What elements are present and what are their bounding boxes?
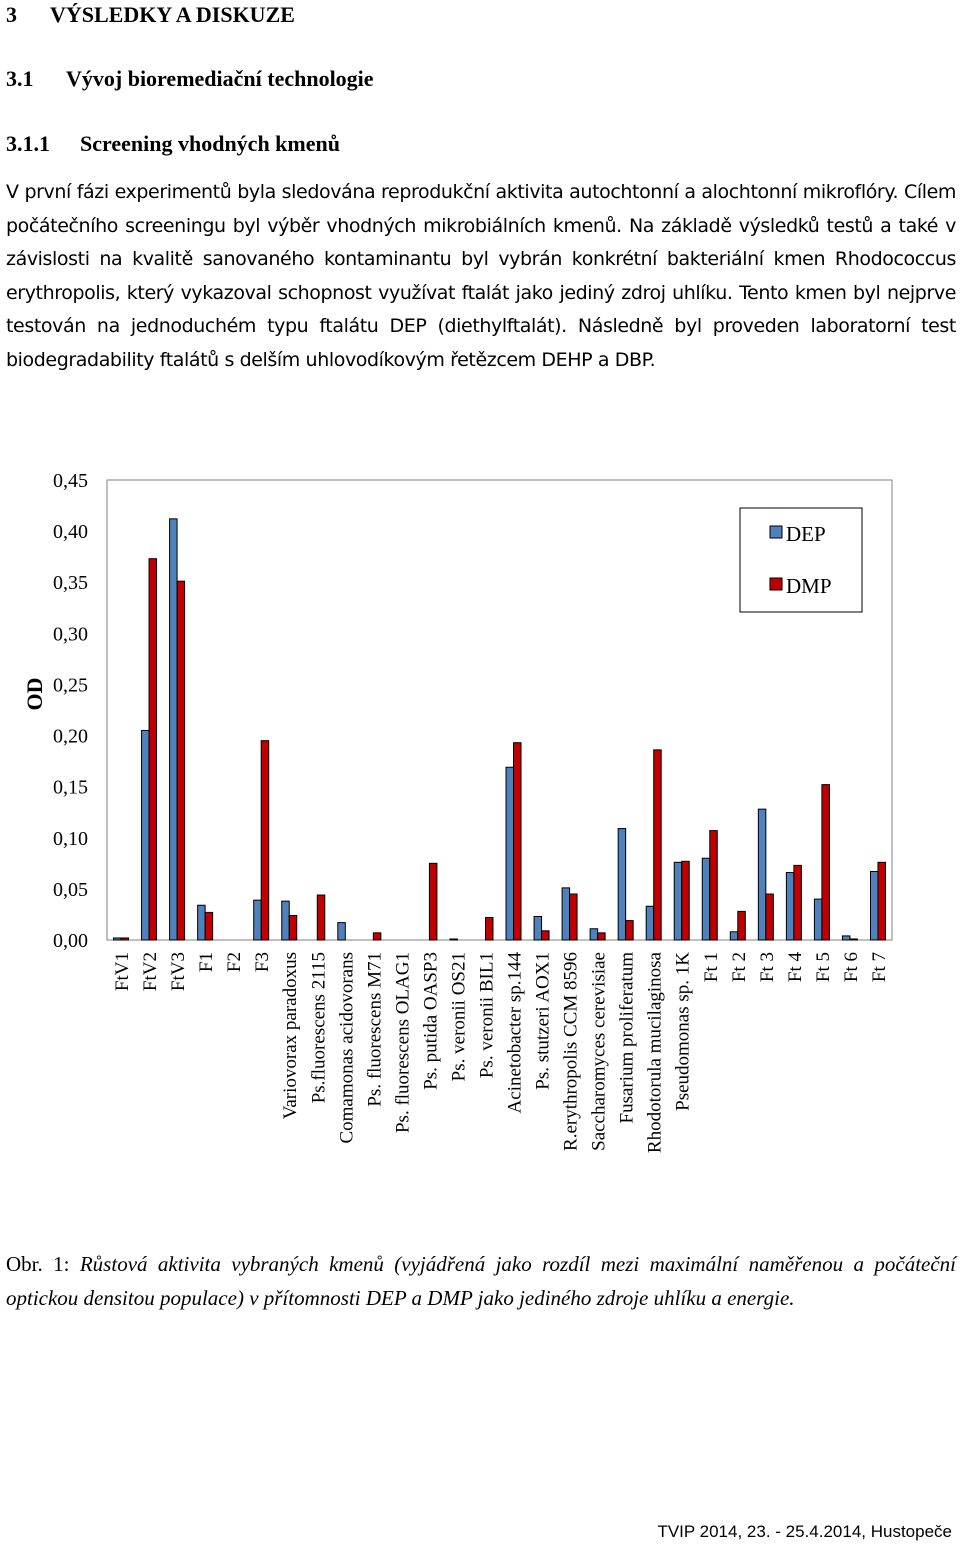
x-category-label: Ft 1 [700, 952, 722, 983]
x-category-label: FtV2 [140, 952, 162, 992]
bar-dep [758, 809, 766, 940]
bar-dmp [766, 894, 774, 940]
bar-dmp [205, 912, 213, 940]
bar-dmp [878, 862, 886, 940]
bar-dmp [794, 865, 802, 940]
legend-swatch-dmp [770, 578, 782, 590]
x-category-label: Ps.fluorescens 2115 [308, 952, 330, 1104]
section-heading [6, 2, 295, 28]
legend-label-dmp: DMP [786, 574, 832, 598]
x-category-label: Rhodotorula mucilaginosa [644, 952, 666, 1154]
caption-label: Obr. 1: [6, 1252, 70, 1276]
y-axis-label: OD [22, 677, 47, 711]
x-category-label: Pseudomonas sp. 1K [672, 952, 694, 1111]
bar-dmp [149, 559, 157, 940]
bar-dmp [429, 863, 437, 940]
bar-dmp [177, 581, 185, 940]
x-category-label: Ft 2 [728, 952, 750, 983]
x-category-label: R.erythropolis CCM 8596 [560, 952, 582, 1151]
y-tick-label: 0,20 [53, 725, 88, 748]
x-category-label: Ps. fluorescens OLAG1 [392, 952, 414, 1134]
y-tick-label: 0,45 [53, 470, 88, 492]
y-tick-label: 0,15 [53, 776, 88, 799]
bar-dep [114, 938, 122, 940]
paragraph-part-4: Následně byl proveden laboratorní test biodegradability ftalátů s delším uhlovodíkovým řetězcem DEHP a DBP. [6, 315, 956, 371]
x-category-label: Ps. veronii BIL1 [476, 952, 498, 1079]
bar-dep [198, 905, 206, 940]
subsubsection-title: Screening vhodných kmenů [80, 131, 340, 156]
bar-dmp [682, 861, 690, 940]
bar-dmp [710, 831, 718, 940]
x-category-label: Ps. stutzeri AOX1 [532, 952, 554, 1090]
x-category-label: Saccharomyces cerevisiae [588, 952, 610, 1151]
x-category-label: Ft 6 [840, 952, 862, 983]
figure-caption [6, 1248, 956, 1315]
x-category-label: Ft 5 [812, 952, 834, 983]
bar-dep [702, 858, 710, 940]
x-category-label: Acinetobacter sp.144 [504, 952, 526, 1114]
bar-chart [0, 460, 960, 1240]
x-category-label: Ft 3 [756, 952, 778, 983]
bar-dep [730, 932, 738, 940]
bar-dmp [373, 933, 381, 940]
legend [740, 508, 862, 612]
subsubsection-heading [6, 131, 340, 157]
legend-swatch-dep [770, 526, 782, 538]
bar-dmp [542, 931, 550, 940]
bar-dmp [654, 750, 662, 940]
x-category-label: Comamonas acidovorans [336, 952, 358, 1144]
bar-dep [506, 767, 513, 940]
x-category-label: Ft 4 [784, 952, 806, 983]
bar-dep [814, 899, 822, 940]
bar-dmp [317, 895, 325, 940]
bar-dep [674, 862, 682, 940]
x-category-label: FtV1 [112, 952, 134, 992]
x-category-label: Ps. putida OASP3 [420, 952, 442, 1090]
section-number: 3 [6, 2, 17, 27]
bar-dep [142, 730, 150, 940]
subsubsection-number: 3.1.1 [6, 131, 50, 156]
bar-dep [646, 906, 654, 940]
bar-dep [590, 929, 598, 940]
bar-dmp [485, 918, 493, 940]
bar-dep [450, 939, 458, 940]
subsection-number: 3.1 [6, 66, 34, 91]
y-tick-label: 0,25 [53, 674, 88, 697]
bar-dep [842, 936, 850, 940]
legend-label-dep: DEP [786, 522, 826, 546]
bar-dmp [121, 938, 128, 940]
paragraph-part-2: Na základě výsledků testů a také v závislosti na kvalitě sanovaného kontaminantu byl vybrán konkrétní bakteriální kmen Rhodococcus erythropolis, který vykazoval schopnost využívat ftalát jako jediný zdroj uhlíku. [6, 214, 957, 304]
bar-dep [170, 519, 178, 940]
bar-dmp [598, 933, 606, 940]
bar-dmp [570, 894, 578, 940]
bar-dmp [822, 785, 830, 940]
x-category-label: F2 [224, 952, 246, 973]
bar-dep [282, 901, 290, 940]
x-category-label: F3 [252, 952, 274, 973]
subsection-heading [6, 66, 374, 92]
y-tick-label: 0,05 [53, 878, 88, 901]
subsection-title: Vývoj bioremediační technologie [66, 66, 374, 91]
bar-dmp [738, 911, 746, 940]
bar-dep [618, 829, 626, 940]
bar-dmp [261, 741, 269, 940]
body-paragraph [6, 176, 956, 377]
bar-dep [786, 873, 794, 940]
x-category-label: F1 [196, 952, 218, 973]
y-tick-label: 0,30 [53, 623, 88, 646]
x-category-label: Ps. veronii OS21 [448, 952, 470, 1082]
section-title: VÝSLEDKY A DISKUZE [50, 2, 295, 27]
bar-dmp [850, 939, 858, 940]
x-category-label: FtV3 [168, 952, 190, 992]
bar-dmp [289, 915, 297, 940]
x-category-label: Fusarium proliferatum [616, 952, 638, 1124]
bar-dep [870, 872, 878, 940]
bar-dep [338, 923, 346, 940]
y-tick-label: 0,00 [53, 930, 88, 952]
paragraph-part-3: Tento kmen byl nejprve testován na jednoduchém typu ftalátu DEP (diethylftalát). [6, 281, 956, 337]
y-tick-label: 0,40 [53, 521, 88, 544]
footer-text: TVIP 2014, 23. - 25.4.2014, Hustopeče [657, 1522, 952, 1541]
bar-dep [534, 916, 542, 940]
paragraph-part-1: V první fázi experimentů byla sledována reprodukční aktivita autochtonní a alochtonní mikroflóry. Cílem počátečního screeningu byl výběr vhodných mikrobiálních kmenů. [6, 181, 956, 237]
bar-dmp [514, 743, 522, 940]
x-category-label: Ft 7 [868, 952, 890, 983]
bar-dep [562, 888, 570, 940]
bar-dmp [626, 921, 634, 940]
caption-text: Růstová aktivita vybraných kmenů (vyjádřená jako rozdíl mezi maximální naměřenou a počáteční optickou densitou populace) v přítomnosti DEP a DMP jako jediného zdroje uhlíku a energie. [6, 1252, 957, 1310]
x-category-label: Ps. fluorescens M71 [364, 952, 386, 1107]
y-tick-label: 0,10 [53, 827, 88, 850]
y-tick-label: 0,35 [53, 572, 88, 595]
bar-dep [254, 900, 261, 940]
x-category-label: Variovorax paradoxus [280, 952, 302, 1120]
